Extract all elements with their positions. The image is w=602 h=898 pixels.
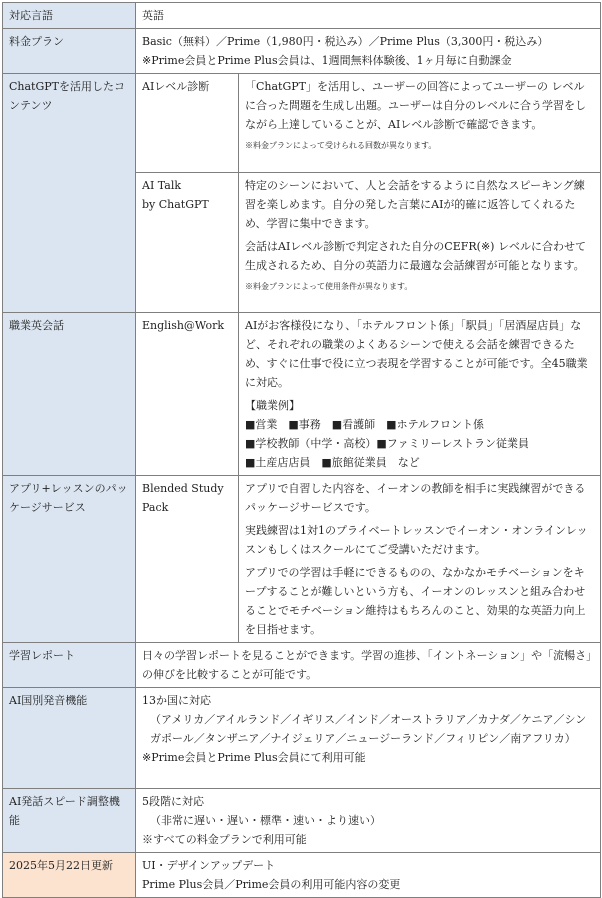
- feature-name-ai-level-diagnosis: AIレベル診断: [136, 74, 239, 173]
- pricing-note: ※Prime会員とPrime Plus会員は、1週間無料体験後、1ヶ月毎に自動課金: [142, 54, 512, 67]
- row-label-language: 対応言語: [3, 3, 136, 29]
- job-examples-title: 【職業例】: [245, 399, 300, 412]
- table-row: [3, 476, 601, 643]
- pricing-cell: [136, 29, 601, 74]
- ai-talk-desc-1: 特定のシーンにおいて、人と会話をするように自然なスピーキング練習を楽しめます。自分の発した言葉にAIが的確に返答してくれるため、学習に集中できます。: [245, 179, 585, 230]
- ai-talk-note: ※料金プランによって使用条件が異なります。: [245, 282, 413, 291]
- ai-talk-name-line1: AI Talk: [142, 179, 182, 192]
- accent-note: ※Prime会員とPrime Plus会員にて利用可能: [142, 751, 366, 764]
- accent-cell: [136, 688, 601, 789]
- accent-count: 13か国に対応: [142, 694, 211, 707]
- blended-cell: [239, 476, 601, 643]
- blended-name-line1: Blended Study: [142, 482, 224, 495]
- table-row: [3, 29, 601, 74]
- feature-name-english-at-work: English@Work: [136, 313, 239, 476]
- speed-cell: [136, 789, 601, 853]
- table-row: [3, 643, 601, 688]
- row-label-chatgpt: ChatGPTを活用したコンテンツ: [3, 74, 136, 313]
- row-label-job: 職業英会話: [3, 313, 136, 476]
- job-examples-line-3: ■土産店店員 ■旅館従業員 など: [245, 456, 420, 469]
- update-cell: [136, 853, 601, 898]
- ai-level-diagnosis-desc: 「ChatGPT」を活用し、ユーザーの回答によってユーザーの レベルに合った問題を生成し出題。ユーザーは自分のレベルに合う学習をしながら上達していることが、AIレベル診断で確認できます。: [245, 80, 586, 131]
- row-label-update: 2025年5月22日更新: [3, 853, 136, 898]
- ai-talk-desc-2: 会話はAIレベル診断で判定された自分のCEFR(※) レベルに合わせて生成されるため、自分の英語力に最適な会話練習が可能となります。: [245, 240, 586, 272]
- row-label-accent: AI国別発音機能: [3, 688, 136, 789]
- update-line-2: Prime Plus会員／Prime会員の利用可能内容の変更: [142, 878, 401, 891]
- blended-desc-3: アプリでの学習は手軽にできるものの、なかなかモチベーションをキープすることが難しいという方も、イーオンのレッスンと組み合わせることでモチベーション維持はもちろんのこと、効果的な英語力向上を目指せます。: [245, 566, 586, 636]
- accent-countries: （アメリカ／アイルランド／イギリス／インド／オーストラリア／カナダ／ケニア／シンガポール／タンザニア／ナイジェリア／ニュージーランド／フィリピン／南アフリカ）: [150, 713, 587, 745]
- ai-level-diagnosis-note: ※料金プランによって受けられる回数が異なります。: [245, 141, 437, 150]
- speed-options: （非常に遅い・遅い・標準・速い・より速い）: [150, 814, 381, 827]
- ai-talk-cell: [239, 173, 601, 313]
- row-label-report: 学習レポート: [3, 643, 136, 688]
- blended-desc-1: アプリで自習した内容を、イーオンの教師を相手に実践練習ができるパッケージサービスです。: [245, 482, 586, 514]
- speed-note: ※すべての料金プランで利用可能: [142, 833, 307, 846]
- ai-level-diagnosis-cell: [239, 74, 601, 173]
- table-row: [3, 853, 601, 898]
- update-line-1: UI・デザインアップデート: [142, 859, 276, 872]
- feature-name-ai-talk: [136, 173, 239, 313]
- report-desc: 日々の学習レポートを見ることができます。学習の進捗、「イントネーション」や「流暢さ」の伸びを比較することが可能です。: [136, 643, 601, 688]
- blended-name-line2: Pack: [142, 501, 169, 514]
- table-row: [3, 789, 601, 853]
- speed-levels: 5段階に対応: [142, 795, 204, 808]
- row-label-pricing: 料金プラン: [3, 29, 136, 74]
- row-label-package: アプリ+レッスンのパッケージサービス: [3, 476, 136, 643]
- table-row: [3, 313, 601, 476]
- job-english-cell: [239, 313, 601, 476]
- table-row: [3, 688, 601, 789]
- job-examples-line-2: ■学校教師（中学・高校）■ファミリーレストラン従業員: [245, 437, 530, 450]
- blended-desc-2: 実践練習は1対1のプライベートレッスンでイーオン・オンラインレッスンもしくはスクールにてご受講いただけます。: [245, 524, 588, 556]
- ai-talk-name-line2: by ChatGPT: [142, 198, 209, 211]
- language-value: 英語: [136, 3, 601, 29]
- job-examples-line-1: ■営業 ■事務 ■看護師 ■ホテルフロント係: [245, 418, 485, 431]
- feature-table: [2, 2, 601, 898]
- pricing-plans: Basic（無料）／Prime（1,980円・税込み）／Prime Plus（3,300円・税込み）: [142, 35, 549, 48]
- row-label-speed: AI発話スピード調整機能: [3, 789, 136, 853]
- feature-name-blended-study-pack: [136, 476, 239, 643]
- table-row: [3, 74, 601, 173]
- job-english-desc: AIがお客様役になり、「ホテルフロント係」「駅員」「居酒屋店員」など、それぞれの職業のよくあるシーンで使える会話を練習できるため、すぐに仕事で役に立つ表現を学習することが可能です。全45職業に対応。: [245, 319, 588, 389]
- table-row: [3, 3, 601, 29]
